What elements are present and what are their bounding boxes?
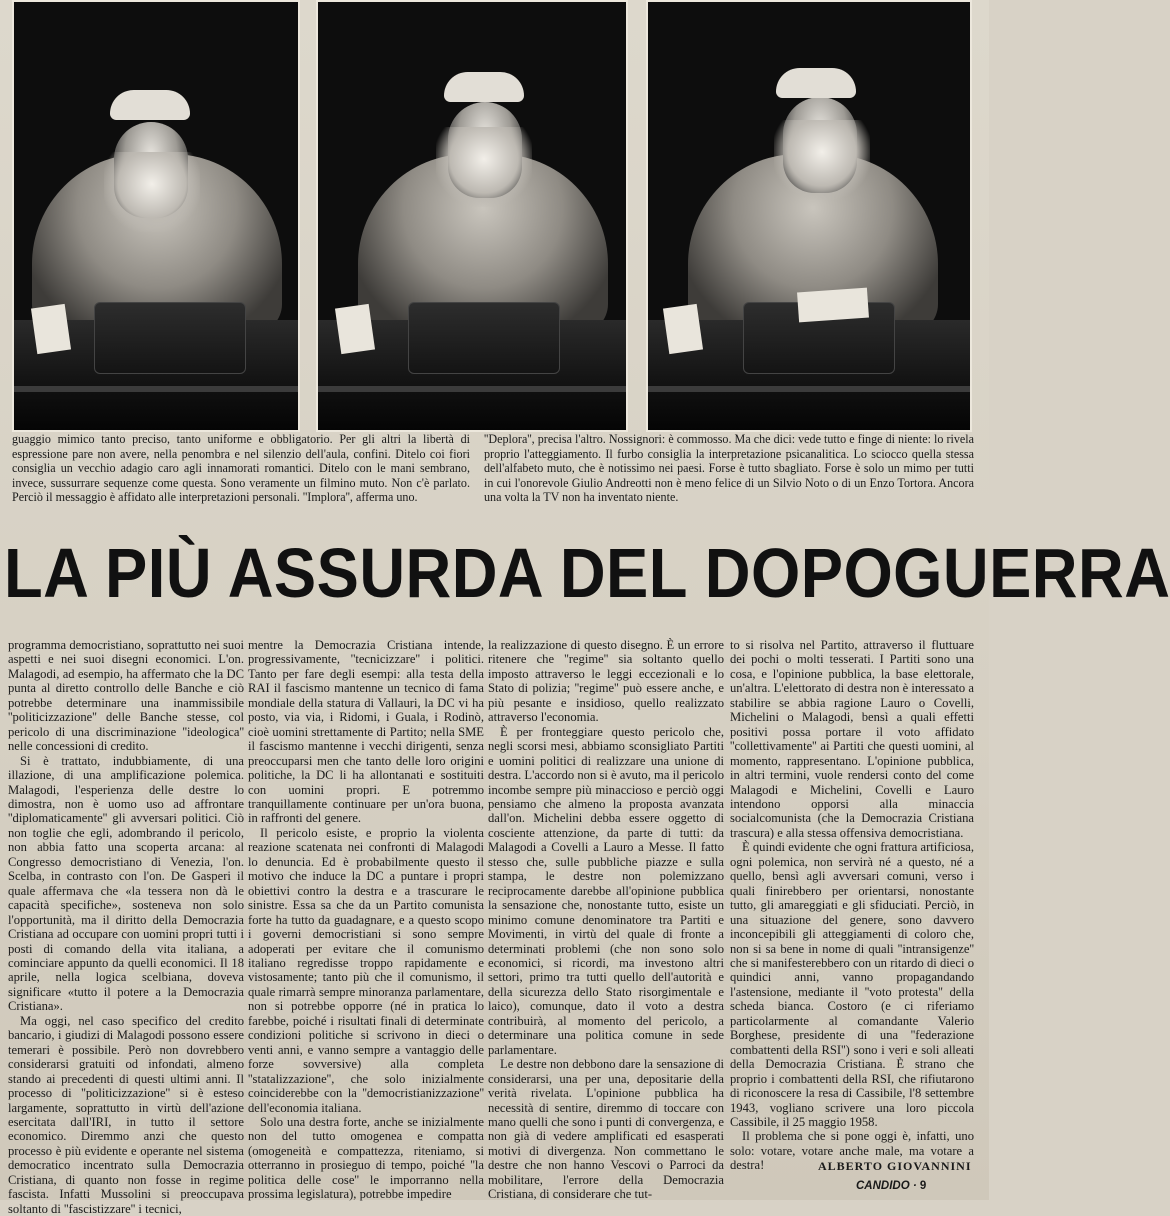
paragraph: È per fronteggiare questo pericolo che, negli scorsi mesi, abbiamo sconsigliato Partiti e uomini politici di realizzare una unione di destra. L'accordo non si è avuto, ma il pericolo incombe sempre più minaccioso e perciò oggi pensiamo che almeno la proposta avanzata dall'on. Michelini debba essere oggetto di cosciente attenzione, da parte di tutti: da Malagodi a Covelli a Lauro a Messe. Il fatto stesso che, sulle pubbliche piazze e sulla stampa, le destre non polemizzano reciprocamente darebbe all'opinione pubblica la sensazione che, nonostante tutto, esiste un minimo comune denominatore tra Partiti e Movimenti, in virtù del quale di fronte a determinati problemi (che non sono solo economici, si ricordi, ma investono altri settori, primo tra tutti quello dell'autorità e della sicurezza dello Stato risorgimentale e laico), comunque, dato il voto a destra contribuirà, al momento del pericolo, a determinare una politica comune in sede parlamentare. — [488, 724, 724, 1057]
paragraph: programma democristiano, soprattutto nei suoi aspetti e nei suoi disegni economici. L'on. Malagodi, ad esempio, ha affermato che la DC punta al diretto controllo delle Banche e ciò potrebbe determinare una inammissibile ''politicizzazione'' delle Banche stesse, col pericolo di una discriminazione ''ideologica'' nelle concessioni di credito. — [8, 638, 244, 754]
caption-text-2: ''Deplora'', precisa l'altro. Nossignori: è commosso. Ma che dici: vede tutto e finge di niente: lo rivela proprio l'atteggiamento. Il furbo consiglia la interpretazione psicanalitica. Lo sciocco quella stessa dell'alfabeto muto, che è notissimo nei paesi. Forse è tutto sbagliato. Forse è solo un mimo per tutti in cui l'onorevole Giulio Andreotti non è meno felice di un Silvio Noto o di un Enzo Tortora. Ancora una volta la TV non ha inventato niente. — [484, 432, 974, 505]
page-number: 9 — [919, 1180, 927, 1192]
article-column-3 — [488, 638, 724, 1202]
paragraph: la realizzazione di questo disegno. È un errore ritenere che ''regime'' sia soltanto quello imposto attraverso le leggi eccezionali e lo Stato di polizia; ''regime'' può essere anche, e più pesante e insidioso, quello realizzato attraverso l'economia. — [488, 638, 724, 725]
photo-caption-right — [484, 432, 974, 505]
page-footer — [856, 1180, 926, 1192]
photo-3 — [646, 0, 972, 432]
paragraph: Si è trattato, indubbiamente, di una illazione, di una amplificazione polemica. Malagodi, l'esperienza delle destre lo dimostra, non è uomo uso ad affrontare ''diplomaticamente'' gli avversari politici. Ciò non toglie che egli, adombrando il pericolo, non abbia fatto una scoperta arcana: al Congresso democristiano di Venezia, l'on. Scelba, in contrasto con l'on. De Gasperi il quale affermava che «la tessera non dà le capacità specifiche», sosteneva non solo l'opportunità, ma il diritto della Democrazia Cristiana ad occupare con uomini propri tutti i posti di comando della vita italiana, a cominciare appunto da quelli economici. Il 18 aprile, nella logica scelbiana, doveva significare «tutto il potere a la Democrazia Cristiana». — [8, 753, 244, 1014]
photo-1 — [12, 0, 300, 432]
paragraph: Il problema che si pone oggi è, infatti, uno solo: votare, votare anche male, ma votare a destra! — [730, 1129, 974, 1173]
magazine-name: CANDIDO — [856, 1180, 910, 1192]
article-column-4 — [730, 638, 974, 1173]
photo-caption-left — [12, 432, 470, 505]
headline: LA PIÙ ASSURDA DEL DOPOGUERRA — [4, 534, 1170, 612]
paragraph: Solo una destra forte, anche se inizialmente non del tutto omogenea e compatta (omogeneità e compattezza, riteniamo, si otterranno in prosieguo di tempo, poiché ''la politica delle cose'' le imporranno nella prossima legislatura), potrebbe impedire — [248, 1114, 484, 1202]
paragraph: È quindi evidente che ogni frattura artificiosa, ogni polemica, non servirà né a questo, né a quello, bensì agli avversari comuni, verso i quali finirebbero per orientarsi, nonostante tutto, gli amareggiati e gli sfiduciati. Perciò, in una situazione del genere, sono davvero inconcepibili gli atteggiamenti di coloro che, non si sa bene in nome di quali ''intransigenze'' che si manifesterebbero con un ritardo di dieci o quindici anni, vanno propagandando l'astensione, mediante il ''voto protesta'' della scheda bianca. Costoro (e ci riferiamo particolarmente al comandante Valerio Borghese, presidente di una ''federazione combattenti della RSI'') sono i veri e soli alleati della Democrazia Cristiana. È strano che proprio i combattenti della RSI, che rifiutarono di riconoscere la resa di Cassibile, l'8 settembre 1943, vogliano scrivere una loro piccola Cassibile, il 25 maggio 1958. — [730, 840, 974, 1129]
paragraph: Ma oggi, nel caso specifico del credito bancario, i giudizi di Malagodi possono essere temerari è possibile. Però non dovrebbero considerarsi gratuiti od infondati, almeno stando ai precedenti di questi ultimi anni. Il processo di ''politicizzazione'' si è esteso largamente, soprattutto in virtù dell'azione esercitata dall'IRI, in tutto il settore economico. Diremmo anzi che questo processo è più evidente e operante nel sistema democratico incentrato sulla Democrazia Cristiana, di quanto non fosse in regime fascista. Infatti Mussolini si preoccupava soltanto di ''fascistizzare'' i tecnici, — [8, 1013, 244, 1216]
paragraph: Le destre non debbono dare la sensazione di considerarsi, una per una, depositarie della verità rivelata. L'opinione pubblica ha necessità di sentire, diremmo di toccare con mano quelli che sono i punti di convergenza, e non già di vedere amplificati ed esasperati motivi di divergenza. Non commettano le destre che non hanno Vescovi o Parroci da mobilitare, l'errore della Democrazia Cristiana, di considerare che tut- — [488, 1057, 724, 1202]
paragraph: to si risolva nel Partito, attraverso il fluttuare dei pochi o molti tesserati. I Partiti sono una cosa, e l'opinione pubblica, la base elettorale, un'altra. L'elettorato di destra non è interessato a stabilire se abbia ragione Lauro o Covelli, Michelini o Malagodi, bensì a quali effetti positivi possa portare il voto affidato ''collettivamente'' ai Partiti che questi uomini, al momento, rappresentano. L'opinione pubblica, in altri termini, vuole rendersi conto del come Malagodi e Michelini, Covelli e Lauro intendono opporsi alla minaccia socialcomunista (che la Democrazia Cristiana trascura) e alla stessa offensiva democristiana. — [730, 638, 974, 840]
article-column-1 — [8, 638, 244, 1216]
paragraph: mentre la Democrazia Cristiana intende, progressivamente, ''tecnicizzare'' i politici. Tanto per fare degli esempi: alla testa della RAI il fascismo mantenne un tecnico di fama mondiale della statura di Vallauri, la DC vi ha posto, via via, i Ridomi, i Guala, i Rodinò, cioè uomini strettamente di Partito; nella SME il fascismo mantenne i vecchi dirigenti, senza preoccuparsi men che tanto delle loro origini politiche, la DC li ha allontanati e sostituiti con uomini propri. E potremmo tranquillamente continuare per un'ora buona, in raffronti del genere. — [248, 638, 484, 826]
article-column-2 — [248, 638, 484, 1202]
paragraph: Il pericolo esiste, e proprio la violenta reazione scatenata nei confronti di Malagodi lo denuncia. Ed è probabilmente questo il motivo che induce la DC a puntare i propri obiettivi contro la destra e a trascurare le sinistre. Essa sa che da un Partito comunista forte ha tutto da guadagnare, e a questo scopo i governi democristiani si sono sempre adoperati per evitare che il comunismo italiano regredisse troppo rapidamente e vistosamente; tanto più che il comunismo, il quale rimarrà sempre minoranza parlamentare, non si potrebbe opporre (né in pratica lo farebbe, poiché i risultati finali di determinate condizioni politiche si scrivono in dieci o venti anni, e vanno sempre a vantaggio delle forze sovversive) alla completa ''statalizzazione'', che solo inizialmente coinciderebbe con la ''democristianizzazione'' dell'economia italiana. — [248, 825, 484, 1115]
caption-text-1: guaggio mimico tanto preciso, tanto uniforme e obbligatorio. Per gli altri la libertà di espressione pare non avere, nella penombra e nel silenzio dell'aula, confini. Ditelo coi fiori consiglia un vecchio adagio caro agli innamorati romantici. Ditelo con le mani sembrano, invece, sussurrare sequenze come questa. Sono veramente un filmino muto. Non c'è parlato. Perciò il messaggio è affidato alle interpretazioni personali. ''Implora'', afferma uno. — [12, 432, 470, 505]
author-signature: ALBERTO GIOVANNINI — [818, 1159, 972, 1173]
footer-separator: · — [912, 1180, 917, 1192]
photo-2 — [316, 0, 628, 432]
